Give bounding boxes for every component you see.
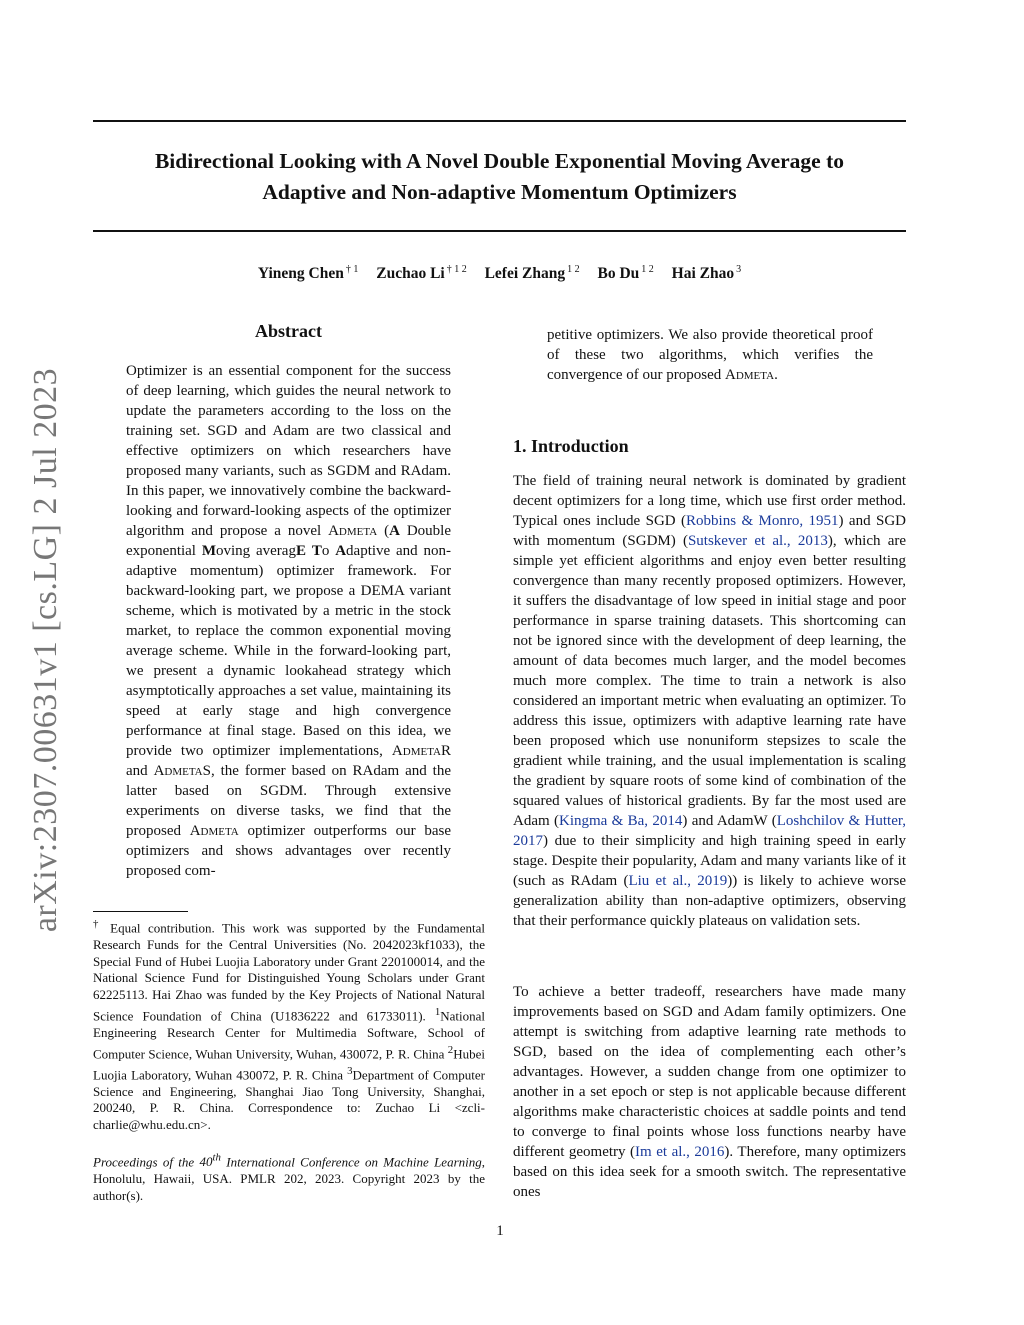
citation-link[interactable]: Sutskever et al., 2013 bbox=[687, 533, 828, 549]
footnote-mark: 3 bbox=[347, 1064, 353, 1077]
footnote-text-segment: Equal contribution. This work was supported by the Fundamental Research Funds for the Central Universities (No. 2042023kf1033), the Special Fund of Hubei Luojia Laboratory under Grant 220100014, and the National Science Fund for Distinguished Young Scholars under Grant 62225113. Hai Zhao was funded by the Key Projects of National Natural Science Foundation of China (U1836222 and 61733011). bbox=[93, 920, 485, 1024]
abstract-text-segment: and bbox=[126, 763, 154, 779]
title-top-rule bbox=[93, 120, 906, 122]
author-affiliation-marks: † 1 bbox=[345, 264, 359, 275]
method-name: Admeta bbox=[189, 823, 239, 839]
acronym-letter: M bbox=[201, 543, 216, 559]
footnote-mark: † bbox=[93, 918, 103, 930]
citation-link[interactable]: Loshchilov & Hutter, 2017 bbox=[513, 813, 906, 849]
footnote-mark: 1 bbox=[434, 1005, 441, 1018]
abstract-heading: Abstract bbox=[255, 321, 322, 341]
page-number: 1 bbox=[496, 1223, 504, 1239]
author bbox=[376, 265, 466, 282]
paragraph-text-segment: )) is likely to achieve worse generalization ability than non-adaptive optimizers, observing that their performance quickly plateaus on validation sets. bbox=[513, 873, 906, 929]
method-name: AdmetaR bbox=[391, 743, 451, 759]
abstract-continuation bbox=[547, 325, 873, 385]
author-affiliation-marks: 1 2 bbox=[567, 264, 580, 275]
method-name: Admeta bbox=[328, 523, 378, 539]
author-affiliation-marks: † 1 2 bbox=[446, 264, 467, 275]
author-list bbox=[93, 264, 906, 283]
arxiv-identifier-stamp: arXiv:2307.00631v1 [cs.LG] 2 Jul 2023 bbox=[27, 367, 64, 933]
author bbox=[672, 265, 741, 282]
proceedings-number: 40 bbox=[199, 1154, 213, 1170]
title-line-2: Adaptive and Non-adaptive Momentum Optimizers bbox=[262, 180, 737, 204]
introduction-heading: 1. Introduction bbox=[513, 436, 629, 456]
introduction-paragraph bbox=[513, 982, 906, 1202]
proceedings-ordinal-suffix: th bbox=[212, 1152, 221, 1164]
author-name: Lefei Zhang bbox=[484, 265, 566, 283]
author-affiliation-marks: 1 2 bbox=[641, 264, 654, 275]
paper-title bbox=[93, 146, 906, 208]
citation-link[interactable]: Robbins & Monro, 1951 bbox=[686, 513, 839, 529]
footnote-text-segment: National Engineering Research Center for Multimedia Software, School of Computer Science, Wuhan University, Wuhan, 430072, P. R. China bbox=[93, 1008, 485, 1061]
author-name: Yineng Chen bbox=[257, 265, 344, 283]
proceedings-ordinal bbox=[199, 1154, 220, 1169]
author-name: Bo Du bbox=[597, 265, 640, 283]
abstract-text-segment: ( bbox=[377, 523, 390, 539]
abstract-text-segment: optimizer outperforms our base optimizers and shows advantages over recently proposed com- bbox=[126, 823, 451, 879]
author bbox=[258, 265, 358, 282]
abstract-text-segment: Optimizer is an essential component for the success of deep learning, which guides the neural network to update the parameters according to the loss on the training set. SGD and Adam are two classical and effective optimizers on which researchers have proposed many variants, such as SGDM and RAdam. In this paper, we innovatively combine the backward-looking and forward-looking aspects of the optimizer algorithm and propose a novel bbox=[126, 363, 451, 539]
abstract-text-segment: , the former based on RAdam and the latter based on SGDM. Through extensive experiments on diverse tasks, we find that the proposed bbox=[126, 763, 451, 839]
method-name: AdmetaS bbox=[153, 763, 211, 779]
footnote-mark: 2 bbox=[447, 1043, 454, 1056]
paragraph-text-segment: ) and SGD with momentum (SGDM) ( bbox=[513, 513, 907, 549]
citation-link[interactable]: Liu et al., 2019 bbox=[628, 873, 728, 889]
author-affiliation-marks: 3 bbox=[736, 264, 742, 275]
abstract-text bbox=[126, 361, 451, 881]
citation-link[interactable]: Kingma & Ba, 2014 bbox=[558, 813, 683, 829]
paragraph-text-segment: ) due to their simplicity and high training speed in early stage. Despite their popularity, Adam and many variants like of it (such as RAdam ( bbox=[513, 833, 906, 889]
citation-link[interactable]: Im et al., 2016 bbox=[635, 1144, 725, 1160]
author bbox=[598, 265, 654, 282]
abstract-text-segment: Double exponential bbox=[126, 523, 451, 559]
paragraph-text-segment: To achieve a better tradeoff, researchers have made many improvements based on SGD and Adam family optimizers. One attempt is switching from adaptive learning rate methods to SGD, based on the idea of complementing each other’s advantages. However, a sudden change from one optimizer to another in a set epoch or step is not applicable because different algorithms make characteristic choices at saddle points and tend to converge to final points whose loss functions nearby have different geometry ( bbox=[513, 984, 906, 1160]
abstract-text-segment: . bbox=[774, 367, 778, 383]
paragraph-text-segment: ) and AdamW ( bbox=[682, 813, 777, 829]
author-name: Hai Zhao bbox=[671, 265, 735, 283]
proceedings-text-segment: Proceedings of the bbox=[93, 1154, 200, 1170]
footnote-text-segment: Hubei Luojia Laboratory, Wuhan 430072, P. R. China bbox=[93, 1045, 485, 1082]
method-name: Admeta bbox=[725, 367, 775, 383]
abstract-text-segment: daptive and non-adaptive momentum) optimizer framework. For backward-looking part, we propose a DEMA variant scheme, which is motivated by a metric in the stock market, to replace the common exponential moving average scheme. While in the forward-looking part, we present a dynamic lookahead strategy which asymptotically approaches a set value, maintaining its speed at early stage and high convergence performance at final stage. Based on this idea, we provide two optimizer implementations, bbox=[126, 543, 452, 759]
proceedings-note bbox=[93, 1150, 485, 1204]
acronym-letter: T bbox=[311, 543, 322, 559]
affiliation-footnote bbox=[93, 916, 485, 1134]
proceedings-text-segment: International Conference on Machine Learning bbox=[220, 1154, 482, 1170]
acronym-letter: A bbox=[335, 543, 347, 559]
paragraph-text-segment: The field of training neural network is dominated by gradient decent optimizers for a long time, which use first order method. Typical ones include SGD ( bbox=[513, 473, 906, 529]
author-name: Zuchao Li bbox=[376, 265, 445, 283]
paragraph-text-segment: ). Therefore, many optimizers based on this idea seek for a smooth switch. The representative ones bbox=[513, 1144, 906, 1200]
acronym-letter: A bbox=[389, 523, 400, 539]
author bbox=[485, 265, 580, 282]
abstract-text-segment: o bbox=[321, 543, 336, 559]
acronym-letter: E bbox=[295, 543, 306, 559]
introduction-paragraph bbox=[513, 471, 906, 931]
title-bottom-rule bbox=[93, 230, 906, 232]
footnote-text-segment: Department of Computer Science and Engineering, Shanghai Jiao Tong University, Shanghai, 200240, P. R. China. Correspondence to: Zuchao Li <zcli-charlie@whu.edu.cn>. bbox=[93, 1066, 486, 1133]
abstract-text-segment: petitive optimizers. We also provide theoretical proof of these two algorithms, which verifies the convergence of our proposed bbox=[547, 327, 873, 383]
footnote-rule bbox=[93, 911, 188, 912]
title-line-1: Bidirectional Looking with A Novel Double Exponential Moving Average to bbox=[154, 149, 845, 173]
proceedings-text-segment: , Honolulu, Hawaii, USA. PMLR 202, 2023. Copyright 2023 by the author(s). bbox=[93, 1154, 485, 1203]
paragraph-text-segment: ), which are simple yet efficient algorithms and enjoy even better resulting convergence than many recently proposed optimizers. However, it suffers the disadvantage of low speed in initial stage and poor performance in sparse training datasets. This shortcoming can not be ignored since with the development of deep learning, the amount of data becomes much larger, and the model becomes much more complex. The time to train a network is also considered an important metric when evaluating an optimizer. To address this issue, optimizers with adaptive learning rate have been proposed which use nonuniform stepsizes to scale the gradient while training, and the usual implementation is scaling the gradient by square roots of some kind of combination of the squared values of historical gradients. By far the most used are Adam ( bbox=[513, 533, 907, 829]
abstract-text-segment: oving averag bbox=[215, 543, 296, 559]
